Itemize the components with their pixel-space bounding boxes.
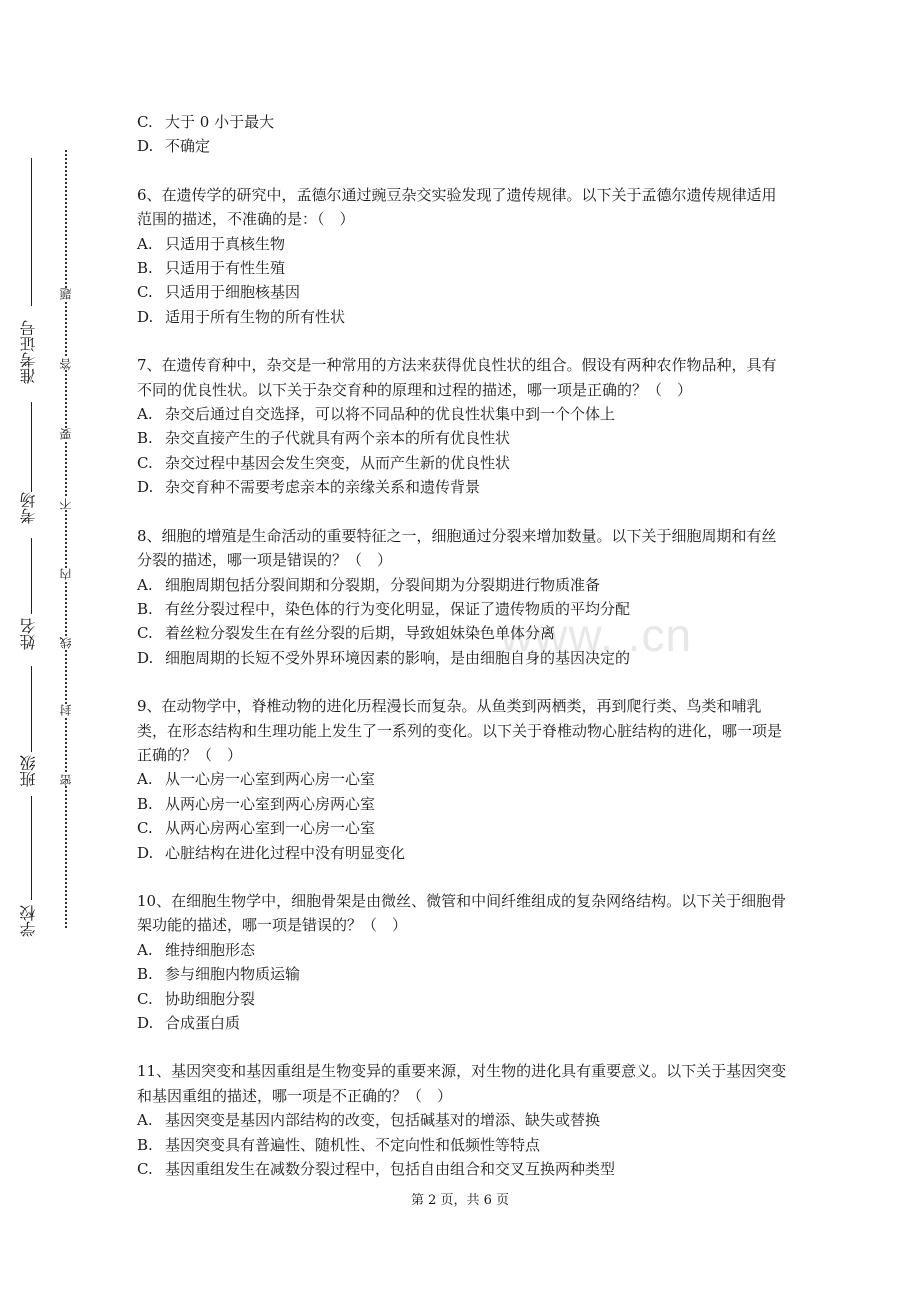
seal-char-yao: 要 — [59, 428, 73, 440]
option-9a: A. 从一心房一心室到两心房一心室 — [137, 770, 376, 789]
option-7b: B. 杂交直接产生的子代就具有两个亲本的所有优良性状 — [137, 429, 511, 448]
question-stem: 9、在动物学中，脊椎动物的进化历程漫长而复杂。从鱼类到两栖类，再到爬行类、鸟类和哺乳类，在形态结构和生理功能上发生了一系列的变化。以下关于脊椎动物心脏结构的进化，哪一项是正确的？（ ） — [137, 697, 783, 764]
option-8d: D. 细胞周期的长短不受外界环境因素的影响，是由细胞自身的基因决定的 — [137, 648, 631, 667]
option-8c: C. 着丝粒分裂发生在有丝分裂的后期，导致姐妹染色单体分离 — [137, 624, 556, 643]
field-exam-room: 考场 — [19, 492, 38, 524]
question-stem: 7、在遗传育种中，杂交是一种常用的方法来获得优良性状的组合。假设有两种农作物品种，具有不同的优良性状。以下关于杂交育种的原理和过程的描述，哪一项是正确的？（ ） — [137, 356, 777, 399]
field-admission-number: 准考证号 — [19, 320, 38, 384]
question-11 — [137, 1059, 787, 1181]
option-5c: C. 大于 0 小于最大 — [137, 113, 275, 131]
field-line-2 — [31, 402, 32, 492]
question-10 — [137, 889, 787, 1035]
option-11a: A. 基因突变是基因内部结构的改变，包括碱基对的增添、缺失或替换 — [137, 1111, 601, 1130]
field-school: 学校 — [19, 905, 38, 937]
option-6a: A. 只适用于真核生物 — [137, 234, 286, 253]
seal-char-nei: 内 — [59, 568, 73, 580]
question-stem: 10、在细胞生物学中，细胞骨架是由微丝、微管和中间纤维组成的复杂网络结构。以下关于细胞骨架功能的描述，哪一项是错误的？（ ） — [137, 891, 787, 935]
option-7c: C. 杂交过程中基因会发生突变，从而产生新的优良性状 — [137, 453, 511, 472]
seal-char-feng: 封 — [59, 704, 73, 716]
question-5-tail — [137, 110, 787, 159]
field-line-1 — [31, 158, 32, 306]
option-9d: D. 心脏结构在进化过程中没有明显变化 — [137, 843, 406, 862]
question-stem: 8、细胞的增殖是生命活动的重要特征之一，细胞通过分裂来增加数量。以下关于细胞周期和有丝分裂的描述，哪一项是错误的？（ ） — [137, 526, 777, 570]
field-line-4 — [31, 666, 32, 752]
question-list — [137, 110, 787, 1181]
option-10b: B. 参与细胞内物质运输 — [137, 965, 301, 984]
page-footer: 第 2 页，共 6 页 — [410, 1193, 510, 1208]
seal-char-da: 答 — [59, 358, 73, 370]
option-6c: C. 只适用于细胞核基因 — [137, 283, 301, 302]
question-stem: 11、基因突变和基因重组是生物变异的重要来源，对生物的进化具有重要意义。以下关于基因突变和基因重组的描述，哪一项是不正确的？（ ） — [137, 1062, 787, 1105]
option-10d: D. 合成蛋白质 — [137, 1014, 241, 1032]
field-line-5 — [31, 796, 32, 900]
seal-char-ti: 题 — [59, 288, 73, 300]
option-5d: D. 不确定 — [137, 137, 211, 156]
seal-char-xian: 线 — [59, 637, 73, 649]
seal-char-bu: 不 — [59, 498, 73, 510]
option-8a: A. 细胞周期包括分裂间期和分裂期，分裂间期为分裂期进行物质准备 — [137, 575, 601, 594]
field-class: 班级 — [19, 755, 38, 787]
question-9 — [137, 694, 787, 865]
watermark: www. .cn — [500, 609, 693, 661]
question-7 — [137, 353, 787, 499]
field-name: 姓名 — [19, 618, 38, 650]
option-11b: B. 基因突变具有普遍性、随机性、不定向性和低频性等特点 — [137, 1135, 541, 1154]
option-6b: B. 只适用于有性生殖 — [137, 259, 286, 278]
question-8 — [137, 524, 787, 670]
option-9c: C. 从两心房两心室到一心房一心室 — [137, 819, 376, 838]
option-11c: C. 基因重组发生在减数分裂过程中，包括自由组合和交叉互换两种类型 — [137, 1160, 616, 1179]
option-10c: C. 协助细胞分裂 — [137, 989, 256, 1008]
field-line-3 — [31, 538, 32, 614]
option-7d: D. 杂交育种不需要考虑亲本的亲缘关系和遗传背景 — [137, 478, 481, 497]
question-stem: 6、在遗传学的研究中，孟德尔通过豌豆杂交实验发现了遗传规律。以下关于孟德尔遗传规律适用范围的描述，不准确的是：（ ） — [137, 185, 777, 229]
question-6 — [137, 183, 787, 329]
option-9b: B. 从两心房一心室到两心房两心室 — [137, 794, 376, 813]
option-6d: D. 适用于所有生物的所有性状 — [137, 307, 346, 326]
option-10a: A. 维持细胞形态 — [137, 940, 256, 959]
option-8b: B. 有丝分裂过程中，染色体的行为变化明显，保证了遗传物质的平均分配 — [137, 599, 631, 618]
option-7a: A. 杂交后通过自交选择，可以将不同品种的优良性状集中到一个个体上 — [137, 405, 616, 424]
seal-dotted-line — [65, 150, 67, 928]
seal-char-mi: 密 — [59, 774, 73, 786]
